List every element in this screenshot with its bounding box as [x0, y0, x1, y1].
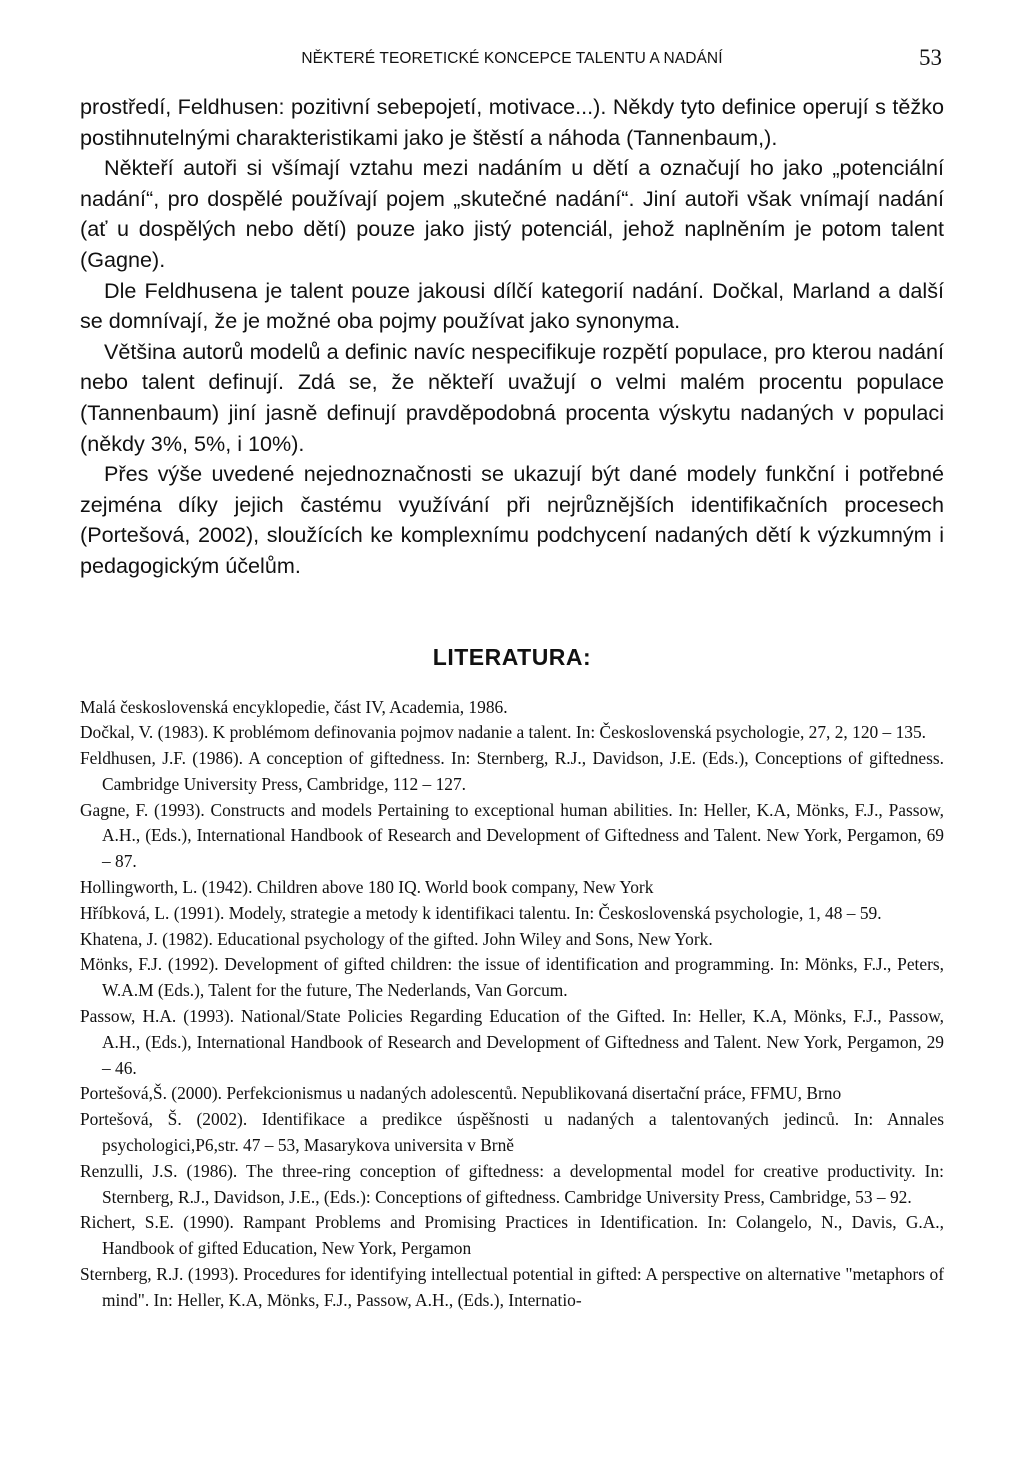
reference-item: Khatena, J. (1982). Educational psychology of the gifted. John Wiley and Sons, New York.	[80, 928, 713, 949]
paragraph: prostředí, Feldhusen: pozitivní sebepojetí, motivace...). Někdy tyto definice operují s těžko postihnutelnými charakteristikami jako je štěstí a náhoda (Tannenbaum,).	[80, 94, 944, 150]
paragraph: Většina autorů modelů a definic navíc nespecifikuje rozpětí populace, pro kterou nadání nebo talent definují. Zdá se, že někteří uvažují o velmi malém procentu populace (Tannenbaum) jiní jasně definují pravděpodobná procenta výskytu nadaných v populaci (někdy 3%, 5%, i 10%).	[80, 338, 944, 456]
literature-heading: LITERATURA:	[432, 643, 592, 670]
reference-item: Dočkal, V. (1983). K problémom definovania pojmov nadanie a talent. In: Československá psychologie, 27, 2, 120 – 135.	[80, 722, 927, 743]
paragraph: Přes výše uvedené nejednoznačnosti se ukazují být dané modely funkční i potřebné zejména díky jejich častému využívání při nejrůznějších identifikačních procesech (Portešová, 2002), sloužících ke komplexnímu podchycení nadaných dětí k výzkumným i pedagogickým účelům.	[80, 461, 944, 578]
paragraph: Dle Feldhusena je talent pouze jakousi dílčí kategorií nadání. Dočkal, Marland a další se domnívají, že je možné oba pojmy používat jako synonyma.	[80, 277, 944, 334]
page-header	[80, 40, 944, 80]
reference-item: Hollingworth, L. (1942). Children above 180 IQ. World book company, New York	[80, 877, 654, 898]
reference-item: Portešová,Š. (2000). Perfekcionismus u nadaných adolescentů. Nepublikovaná disertační práce, FFMU, Brno	[80, 1083, 842, 1104]
paragraph: Někteří autoři si všímají vztahu mezi nadáním u dětí a označují ho jako „potenciální nadání“, pro dospělé používají pojem „skutečné nadání“. Jiní autoři však vnímají nadání (ať u dospělých nebo dětí) pouze jako jistý potenciál, jehož naplněním je potom talent (Gagne).	[80, 155, 944, 272]
running-title: NĚKTERÉ TEORETICKÉ KONCEPCE TALENTU A NADÁNÍ	[301, 50, 723, 67]
reference-item: Passow, H.A. (1993). National/State Policies Regarding Education of the Gifted. In: Heller, K.A, Mönks, F.J., Passow, A.H., (Eds.), International Handbook of Research and Development of Giftedness and Talent. New York, Pergamon, 29 – 46.	[80, 1006, 944, 1078]
reference-item: Hříbková, L. (1991). Modely, strategie a metody k identifikaci talentu. In: Československá psychologie, 1, 48 – 59.	[80, 902, 882, 923]
body-text	[80, 92, 944, 582]
reference-item: Richert, S.E. (1990). Rampant Problems and Promising Practices in Identification. In: Colangelo, N., Davis, G.A., Handbook of gifted Education, New York, Pergamon	[80, 1212, 944, 1259]
reference-item: Gagne, F. (1993). Constructs and models Pertaining to exceptional human abilities. In: Heller, K.A, Mönks, F.J., Passow, A.H., (Eds.), International Handbook of Research and Development of Giftedness and Talent. New York, Pergamon, 69 – 87.	[80, 799, 944, 872]
reference-item: Mönks, F.J. (1992). Development of gifted children: the issue of identification and programming. In: Mönks, F.J., Peters, W.A.M (Eds.), Talent for the future, The Nederlands, Van Gorcum.	[80, 954, 944, 1001]
page-number: 53	[919, 45, 942, 70]
reference-item: Sternberg, R.J. (1993). Procedures for identifying intellectual potential in gifted: A perspective on alternative "metaphors of mind". In: Heller, K.A, Mönks, F.J., Passow, A.H., (Eds.), Internatio-	[80, 1264, 944, 1310]
reference-item: Feldhusen, J.F. (1986). A conception of giftedness. In: Sternberg, R.J., Davidson, J.E. (Eds.), Conceptions of giftedness. Cambridge University Press, Cambridge, 112 – 127.	[80, 748, 944, 794]
reference-item: Portešová, Š. (2002). Identifikace a predikce úspěšnosti u nadaných a talentovaných jedinců. In: Annales psychologici,P6,str. 47 – 53, Masarykova universita v Brně	[80, 1109, 944, 1156]
reference-item: Renzulli, J.S. (1986). The three-ring conception of giftedness: a developmental model for creative productivity. In: Sternberg, R.J., Davidson, J.E., (Eds.): Conceptions of giftedness. Cambridge University Press, Cambridge, 53 – 92.	[80, 1160, 944, 1207]
reference-item: Malá československá encyklopedie, část IV, Academia, 1986.	[80, 696, 508, 717]
document-page	[80, 40, 944, 1314]
reference-list	[80, 695, 944, 1314]
